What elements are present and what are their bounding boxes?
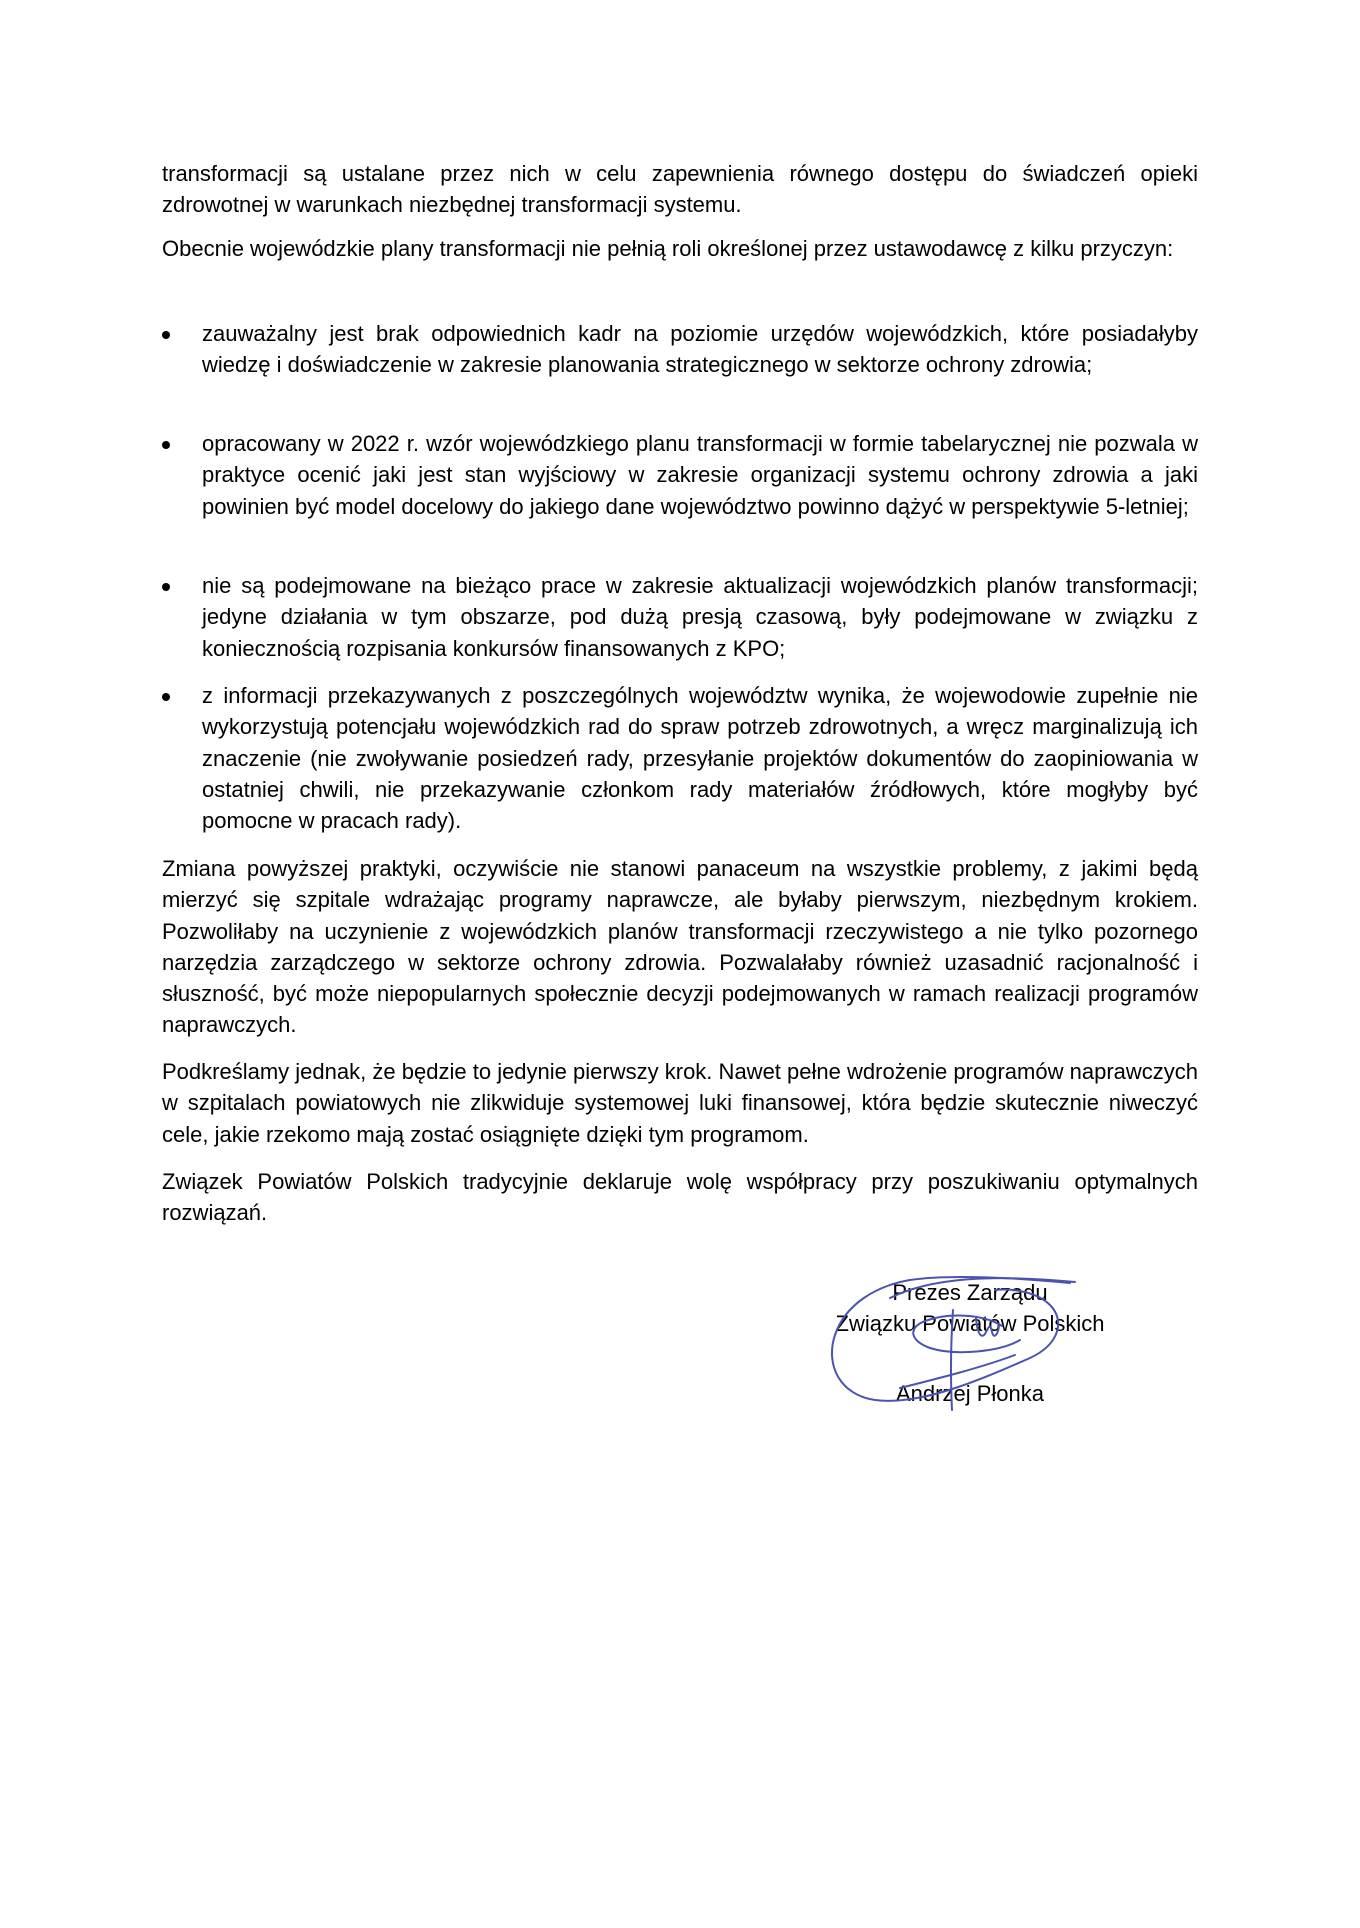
bullet-icon	[162, 583, 170, 591]
list-item-text: zauważalny jest brak odpowiednich kadr na poziomie urzędów wojewódzkich, które posiadałyby wiedzę i doświadczenie w zakresie planowania strategicznego w sektorze ochrony zdrowia;	[202, 321, 1198, 378]
list-item-text: z informacji przekazywanych z poszczególnych województw wynika, że wojewodowie zupełnie nie wykorzystują potencjału wojewódzkich rad do spraw potrzeb zdrowotnych, a wręcz marginalizują ich znaczenie (nie zwoływanie posiedzeń rady, przesyłanie projektów dokumentów do zaopiniowania w ostatniej chwili, nie przekazywanie członkom rady materiałów źródłowych, które mogłyby być pomocne w pracach rady).	[202, 683, 1198, 834]
list-item-text: opracowany w 2022 r. wzór wojewódzkiego planu transformacji w formie tabelarycznej nie pozwala w praktyce ocenić jaki jest stan wyjściowy w zakresie organizacji systemu ochrony zdrowia a jaki powinien być model docelowy do jakiego dane województwo powinno dążyć w perspektywie 5-letniej;	[202, 431, 1198, 519]
signature-name: Andrzej Płonka	[896, 1381, 1044, 1406]
paragraph-transformation-plans: transformacji są ustalane przez nich w celu zapewnienia równego dostępu do świadczeń opieki zdrowotnej w warunkach niezbędnej transformacji systemu.	[162, 161, 1198, 218]
bullet-icon	[162, 441, 170, 449]
bullet-icon	[162, 693, 170, 701]
signature-block	[780, 1260, 1160, 1420]
signature-title-line2: Związku Powiatów Polskich	[835, 1311, 1105, 1336]
paragraph-change-of-practice: Zmiana powyższej praktyki, oczywiście nie stanowi panaceum na wszystkie problemy, z jakimi będą mierzyć się szpitale wdrażając programy naprawcze, ale byłaby pierwszym, niezbędnym krokiem. Pozwoliłaby na uczynienie z wojewódzkich planów transformacji rzeczywistego a nie tylko pozornego narzędzia zarządczego w sektorze ochrony zdrowia. Pozwalałaby również uzasadnić racjonalność i słuszność, być może niepopularnych społecznie decyzji podejmowanych w ramach realizacji programów naprawczych.	[162, 856, 1198, 1038]
paragraph-reasons-intro: Obecnie wojewódzkie plany transformacji nie pełnią roli określonej przez ustawodawcę z kilku przyczyn:	[162, 236, 1174, 261]
list-item-text: nie są podejmowane na bieżąco prace w zakresie aktualizacji wojewódzkich planów transformacji; jedyne działania w tym obszarze, pod dużą presją czasową, były podejmowane w związku z koniecznością rozpisania konkursów finansowanych z KPO;	[202, 573, 1198, 661]
bullet-icon	[162, 331, 170, 339]
handwritten-signature-icon	[780, 1260, 1160, 1420]
paragraph-cooperation: Związek Powiatów Polskich tradycyjnie deklaruje wolę współpracy przy poszukiwaniu optymalnych rozwiązań.	[162, 1169, 1198, 1226]
signature-title-line1: Prezes Zarządu	[892, 1280, 1048, 1305]
paragraph-first-step: Podkreślamy jednak, że będzie to jedynie pierwszy krok. Nawet pełne wdrożenie programów naprawczych w szpitalach powiatowych nie zlikwiduje systemowej luki finansowej, która będzie skutecznie niweczyć cele, jakie rzekomo mają zostać osiągnięte dzięki tym programom.	[162, 1059, 1198, 1147]
